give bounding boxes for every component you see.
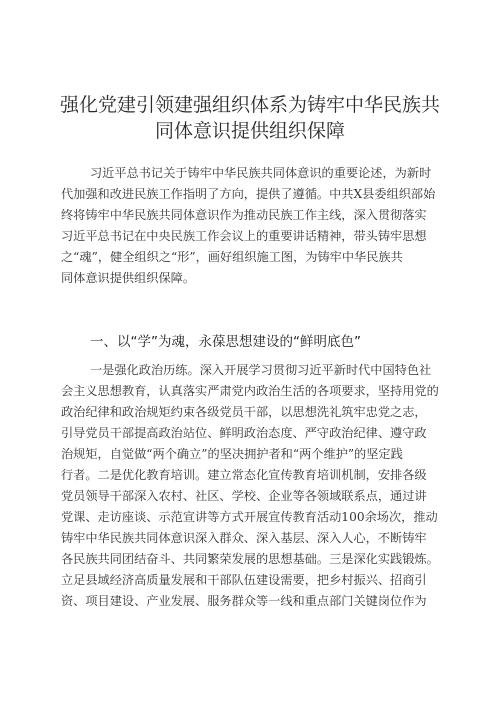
section-paragraph-line: 资、项目建设、产业发展、服务群众等一线和重点部门关键岗位作为 (61, 594, 427, 608)
section-paragraph-line: 政治纪律和政治规矩约束各级党员干部，以思想洗礼筑牢忠党之志， (61, 405, 427, 419)
section-paragraph-line: 引导党员干部提高政治站位、鲜明政治态度、严守政治纪律、遵守政 (61, 426, 427, 440)
intro-paragraph-line: 终将铸牢中华民族共同体意识作为推动民族工作主线，深入贯彻落实 (61, 208, 427, 222)
section-paragraph-line: 一是强化政治历练。深入开展学习贯彻习近平新时代中国特色社 (90, 363, 432, 377)
section-paragraph-line: 党课、走访座谈、示范宣讲等方式开展宣传教育活动100余场次，推动 (61, 510, 438, 524)
section-paragraph-line: 党员领导干部深入农村、社区、学校、企业等各领域联系点，通过讲 (61, 489, 427, 503)
section-heading: 一、以“学”为魂，永葆思想建设的“鲜明底色” (90, 334, 361, 350)
document-title-line-2: 同体意识提供组织保障 (154, 120, 345, 142)
section-paragraph-line: 行者。二是优化教育培训。建立常态化宣传教育培训机制，安排各级 (61, 468, 427, 482)
section-paragraph-line: 铸牢中华民族共同体意识深入群众、深入基层、深入人心，不断铸牢 (61, 531, 427, 545)
intro-paragraph-line: 同体意识提供组织保障。 (61, 271, 196, 285)
section-paragraph-line: 立足县域经济高质量发展和干部队伍建设需要，把乡村振兴、招商引 (61, 573, 427, 587)
section-paragraph-line: 治规矩，自觉做“两个确立”的坚决拥护者和“两个维护”的坚定践 (61, 447, 403, 461)
intro-paragraph-line: 代加强和改进民族工作指明了方向，提供了遵循。中共X县委组织部始 (61, 187, 436, 201)
document-title-line-1: 强化党建引领建强组织体系为铸牢中华民族共 (59, 94, 440, 116)
section-paragraph-line: 会主义思想教育，认真落实严肃党内政治生活的各项要求，坚持用党的 (61, 384, 439, 398)
intro-paragraph-line: 习近平总书记在中央民族工作会议上的重要讲话精神，带头铸牢思想 (61, 229, 427, 243)
intro-paragraph-line: 之“魂”，健全组织之“形”，画好组织施工图，为铸牢中华民族共 (61, 250, 403, 264)
section-paragraph-line: 各民族共同团结奋斗、共同繁荣发展的思想基础。三是深化实践锻炼。 (61, 552, 439, 566)
intro-paragraph-line: 习近平总书记关于铸牢中华民族共同体意识的重要论述，为新时 (90, 166, 432, 180)
